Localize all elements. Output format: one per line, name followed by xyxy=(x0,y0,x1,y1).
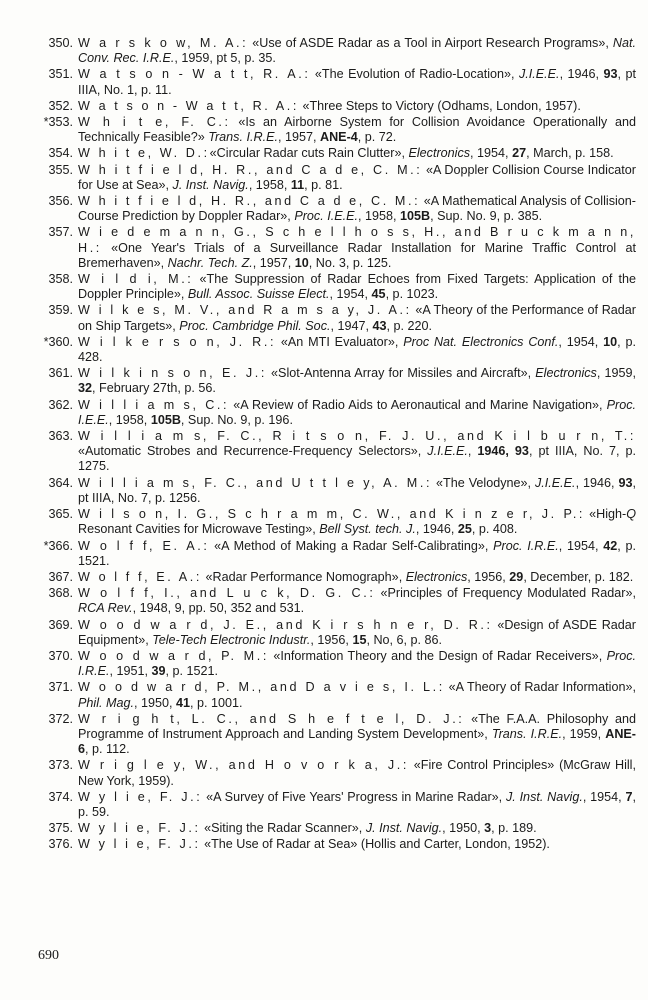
reference-text xyxy=(78,303,636,333)
reference-segment: «Design of ASDE Radar Equipment», xyxy=(78,617,636,647)
reference-segment: «A Mathematical Analysis of Collision-Course Prediction by Doppler Radar», xyxy=(78,194,636,224)
reference-entry xyxy=(22,476,636,506)
reference-authors: W o o d w a r d, P. M., and D a v i e s, I. L.: xyxy=(78,680,445,695)
reference-text xyxy=(78,194,636,224)
reference-number: 354. xyxy=(48,146,73,161)
reference-authors: W i e d e m a n n, G., S c h e l l h o s s, H., and B r u c k m a n n, H.: xyxy=(78,225,636,255)
reference-segment: , p. 189. xyxy=(491,821,537,836)
reference-segment: , p. 72. xyxy=(357,130,397,145)
reference-number: 368. xyxy=(48,586,73,601)
reference-segment: , 1947, xyxy=(330,318,373,333)
reference-segment: , 1958, xyxy=(248,177,291,192)
reference-segment: , 1959, xyxy=(562,726,606,741)
reference-segment: , 1946, xyxy=(575,475,619,490)
reference-number: 365. xyxy=(48,507,73,522)
reference-source: Proc. I.E.E. xyxy=(294,209,359,224)
reference-volume: 10 xyxy=(603,334,618,349)
reference-authors: W i l d i, M.: xyxy=(78,272,194,287)
reference-number: 358. xyxy=(48,272,73,287)
reference-text xyxy=(78,398,636,428)
reference-segment: «High- xyxy=(585,507,627,522)
reference-authors: W i l k e r s o n, J. R.: xyxy=(78,334,277,349)
reference-segment: , 1954, xyxy=(558,334,604,349)
reference-text xyxy=(78,67,636,97)
reference-source: Electronics xyxy=(408,146,471,161)
reference-number: 362. xyxy=(48,397,73,412)
reference-text xyxy=(78,790,636,820)
reference-volume: 1946, 93 xyxy=(477,444,529,459)
reference-segment: «Circular Radar cuts Rain Clutter», xyxy=(209,146,409,161)
reference-number: *360. xyxy=(43,334,73,349)
reference-number: 357. xyxy=(48,225,73,240)
reference-entry xyxy=(22,649,636,679)
reference-authors: W r i g h t, L. C., and S h e f t e l, D. J.: xyxy=(78,711,465,726)
reference-authors: W i l k e s, M. V., and R a m s a y, J. A.: xyxy=(78,303,412,318)
reference-segment: , 1957, xyxy=(252,255,295,270)
reference-authors: W y l i e, F. J.: xyxy=(78,789,203,804)
reference-volume: 41 xyxy=(176,695,191,710)
reference-segment: «The F.A.A. Philosophy and Programme of Instrument Approach and Landing System Development», xyxy=(78,711,636,741)
reference-text xyxy=(78,507,636,537)
reference-authors: W h i t f i e l d, H. R., and C a d e, C. M.: xyxy=(78,162,423,177)
reference-text xyxy=(78,649,636,679)
reference-authors: W h i t e, F. C.: xyxy=(78,115,231,130)
reference-segment: , pt IIIA, No. 7, p. 1256. xyxy=(78,475,636,505)
reference-entry xyxy=(22,303,636,333)
reference-number: 355. xyxy=(48,162,73,177)
reference-volume: 7 xyxy=(625,789,633,804)
reference-number: 364. xyxy=(48,475,73,490)
reference-entry xyxy=(22,790,636,820)
reference-segment: «Principles of Frequency Modulated Radar», xyxy=(375,586,636,601)
reference-segment: , 1959, pt 5, p. 35. xyxy=(174,51,276,66)
reference-source: Bell Syst. tech. J. xyxy=(319,522,416,537)
reference-source: Electronics xyxy=(405,569,468,584)
reference-text xyxy=(78,99,636,114)
reference-segment: «The Suppression of Radar Echoes from Fixed Targets: Application of the Doppler Principle», xyxy=(78,272,636,302)
reference-entry xyxy=(22,539,636,569)
reference-segment: , p. 59. xyxy=(78,789,636,819)
reference-text xyxy=(78,539,636,569)
reference-source: Proc Nat. Electronics Conf. xyxy=(403,334,559,349)
reference-entry xyxy=(22,618,636,648)
reference-segment: , p. 428. xyxy=(78,334,636,365)
reference-segment: , p. 112. xyxy=(85,742,130,757)
reference-text xyxy=(78,146,636,161)
reference-number: 359. xyxy=(48,303,73,318)
reference-source: J. Inst. Navig. xyxy=(505,789,583,804)
reference-volume: 43 xyxy=(372,318,387,333)
reference-segment: , p. 408. xyxy=(471,522,518,537)
reference-number: 371. xyxy=(48,680,73,695)
reference-entry xyxy=(22,758,636,788)
reference-entry xyxy=(22,398,636,428)
reference-segment: , 1954, xyxy=(582,789,626,804)
reference-authors: W y l i e, F. J.: xyxy=(78,837,201,852)
reference-segment: , p. 1023. xyxy=(385,287,439,302)
reference-source: Proc. I.R.E. xyxy=(78,648,637,679)
reference-segment: , p. 220. xyxy=(386,318,433,333)
reference-segment: «An MTI Evaluator», xyxy=(276,334,404,349)
reference-source: Nat. Conv. Rec. I.R.E. xyxy=(78,36,636,66)
page-number: 690 xyxy=(38,948,59,963)
reference-source: Q xyxy=(626,507,636,522)
reference-number: 372. xyxy=(48,711,73,726)
reference-source: Trans. I.R.E. xyxy=(208,130,278,145)
reference-list xyxy=(22,36,636,854)
reference-number: 369. xyxy=(48,617,73,632)
reference-source: Trans. I.R.E. xyxy=(491,726,563,741)
reference-text xyxy=(78,335,636,365)
reference-entry xyxy=(22,99,636,114)
reference-segment: «Three Steps to Victory (Odhams, London, 1957). xyxy=(298,98,581,113)
reference-segment: , No, 6, p. 86. xyxy=(366,632,443,647)
reference-text xyxy=(78,758,636,788)
reference-segment: «Radar Performance Nomograph», xyxy=(201,569,406,584)
reference-source: J.I.E.E. xyxy=(534,475,576,490)
reference-source: Nachr. Tech. Z. xyxy=(167,255,253,270)
reference-segment: , February 27th, p. 56. xyxy=(92,381,216,396)
reference-segment: «Slot-Antenna Array for Missiles and Aircraft», xyxy=(266,366,536,381)
reference-number: 375. xyxy=(48,821,73,836)
reference-segment: , 1948, 9, pp. 50, 352 and 531. xyxy=(132,601,305,616)
reference-authors: W i l l i a m s, F. C., and U t t l e y, A. M.: xyxy=(78,475,433,490)
reference-number: 361. xyxy=(48,366,73,381)
reference-segment: , 1950, xyxy=(442,821,485,836)
reference-entry xyxy=(22,586,636,616)
reference-segment: , 1956, xyxy=(310,632,353,647)
reference-source: Tele-Tech Electronic Industr. xyxy=(152,632,311,647)
reference-entry xyxy=(22,507,636,537)
reference-volume: 105B xyxy=(150,412,181,427)
reference-text xyxy=(78,837,636,852)
reference-volume: 10 xyxy=(294,255,309,270)
reference-authors: W o l f f, E. A.: xyxy=(78,538,210,553)
reference-authors: W a t s o n - W a t t, R. A.: xyxy=(78,98,299,113)
reference-entry xyxy=(22,712,636,758)
reference-segment: «A Review of Radio Aids to Aeronautical and Marine Navigation», xyxy=(229,397,607,412)
reference-text xyxy=(78,163,636,193)
reference-volume: 45 xyxy=(371,287,386,302)
reference-number: 376. xyxy=(48,837,73,852)
reference-volume: 93 xyxy=(618,475,633,490)
reference-segment: «The Velodyne», xyxy=(432,475,535,490)
reference-segment: «Use of ASDE Radar as a Tool in Airport Research Programs», xyxy=(248,36,613,50)
reference-source: Proc. Cambridge Phil. Soc. xyxy=(179,318,331,333)
reference-authors: W i l k i n s o n, E. J.: xyxy=(78,366,267,381)
reference-number: 374. xyxy=(48,789,73,804)
reference-volume: 93 xyxy=(603,67,618,82)
reference-segment: «Information Theory and the Design of Radar Receivers», xyxy=(268,648,607,663)
reference-segment: , 1946, xyxy=(559,67,604,82)
reference-number: 367. xyxy=(48,569,73,584)
reference-volume: 25 xyxy=(457,522,472,537)
reference-segment: , 1959, xyxy=(596,366,636,381)
reference-text xyxy=(78,476,636,506)
reference-segment: , 1954, xyxy=(558,538,604,553)
reference-entry xyxy=(22,115,636,145)
reference-segment: , Sup. No. 9, p. 385. xyxy=(430,209,543,224)
reference-entry xyxy=(22,680,636,710)
reference-segment: , p. 81. xyxy=(304,177,343,192)
reference-text xyxy=(78,570,636,585)
reference-authors: W i l l i a m s, F. C., R i t s o n, F. J. U., and K i l b u r n, T.: xyxy=(78,429,636,444)
reference-segment: , 1950, xyxy=(134,695,177,710)
reference-number: *366. xyxy=(43,538,73,553)
reference-entry xyxy=(22,36,636,66)
reference-text xyxy=(78,821,636,836)
reference-segment: , p. 1521. xyxy=(165,664,219,679)
reference-volume: 27 xyxy=(512,146,527,161)
reference-segment: «Is an Airborne System for Collision Avoidance Operationally and Technically Feasible?» xyxy=(78,115,636,145)
reference-text xyxy=(78,618,636,648)
reference-authors: W i l l i a m s, C.: xyxy=(78,397,230,412)
reference-segment: , Sup. No. 9, p. 196. xyxy=(180,412,293,427)
reference-segment: «The Use of Radar at Sea» (Hollis and Carter, London, 1952). xyxy=(200,837,550,852)
reference-segment: , 1954, xyxy=(329,287,372,302)
reference-entry xyxy=(22,335,636,365)
reference-segment: , 1956, xyxy=(467,569,510,584)
reference-segment: , 1958, xyxy=(108,412,151,427)
reference-entry xyxy=(22,429,636,475)
reference-text xyxy=(78,36,636,66)
reference-authors: W r i g l e y, W., and H o v o r k a, J.: xyxy=(78,758,409,773)
reference-segment: , 1951, xyxy=(109,664,152,679)
reference-source: J.I.E.E. xyxy=(427,444,468,459)
reference-text xyxy=(78,225,636,271)
reference-number: 373. xyxy=(48,758,73,773)
reference-authors: W o o d w a r d, P. M.: xyxy=(78,648,269,663)
reference-authors: W a t s o n - W a t t, R. A.: xyxy=(78,67,311,82)
reference-segment: , p. 1521. xyxy=(78,538,636,568)
reference-entry xyxy=(22,225,636,271)
reference-segment: «Siting the Radar Scanner», xyxy=(200,821,366,836)
reference-segment: , 1957, xyxy=(277,130,320,145)
reference-segment: «A Survey of Five Years' Progress in Marine Radar», xyxy=(202,789,506,804)
reference-authors: W a r s k o w, M. A.: xyxy=(78,36,249,50)
reference-source: Electronics xyxy=(535,366,597,381)
reference-volume: ANE-4 xyxy=(319,130,358,145)
reference-source: Bull. Assoc. Suisse Elect. xyxy=(187,287,330,302)
reference-volume: ANE-6 xyxy=(78,726,637,757)
reference-source: RCA Rev. xyxy=(78,601,133,616)
reference-volume: 15 xyxy=(352,632,367,647)
reference-volume: 29 xyxy=(509,569,524,584)
reference-segment: «A Theory of Radar Information», xyxy=(444,680,636,695)
reference-segment: «Fire Control Principles» (McGraw Hill, New York, 1959). xyxy=(78,758,636,788)
reference-segment: , p. 1001. xyxy=(190,695,243,710)
reference-authors: W h i t e, W. D.: xyxy=(78,146,210,161)
reference-number: 350. xyxy=(48,36,73,50)
reference-volume: 42 xyxy=(603,538,618,553)
reference-volume: 105B xyxy=(400,209,431,224)
reference-segment: «One Year's Trials of a Surveillance Radar Installation for Marine Traffic Control at Bremerhaven», xyxy=(78,240,636,270)
reference-number: 356. xyxy=(48,194,73,209)
reference-text xyxy=(78,272,636,302)
reference-entry xyxy=(22,570,636,585)
reference-authors: W o l f f, E. A.: xyxy=(78,569,202,584)
reference-authors: W o o d w a r d, J. E., and K i r s h n e r, D. R.: xyxy=(78,617,493,632)
reference-text xyxy=(78,366,636,396)
reference-source: J. Inst. Navig. xyxy=(365,821,443,836)
reference-segment: «A Method of Making a Radar Self-Calibrating», xyxy=(209,538,494,553)
reference-source: Proc. I.E.E. xyxy=(78,397,636,427)
reference-entry xyxy=(22,67,636,97)
reference-number: *353. xyxy=(43,115,73,130)
reference-segment: , March, p. 158. xyxy=(526,146,614,161)
reference-volume: 39 xyxy=(151,664,166,679)
reference-volume: 32 xyxy=(78,381,93,396)
reference-text xyxy=(78,712,636,758)
reference-segment: , No. 3, p. 125. xyxy=(308,255,392,270)
reference-entry xyxy=(22,194,636,224)
reference-authors: W h i t f i e l d, H. R., and C a d e, C. M.: xyxy=(78,194,421,209)
reference-entry xyxy=(22,163,636,193)
reference-entry xyxy=(22,146,636,161)
reference-authors: W o l f f, I., and L u c k, D. G. C.: xyxy=(78,586,376,601)
reference-number: 363. xyxy=(48,429,73,444)
reference-volume: 11 xyxy=(290,177,305,192)
reference-number: 352. xyxy=(48,98,73,113)
reference-text xyxy=(78,429,636,475)
reference-segment: , pt IIIA, No. 7, p. 1275. xyxy=(78,444,637,474)
reference-source: J.I.E.E. xyxy=(518,67,560,82)
reference-source: Proc. I.R.E. xyxy=(493,538,559,553)
reference-number: 351. xyxy=(48,67,73,82)
reference-entry xyxy=(22,366,636,396)
reference-segment: , December, p. 182. xyxy=(523,569,634,584)
reference-volume: 3 xyxy=(484,821,492,836)
reference-segment: , 1946, xyxy=(415,522,458,537)
reference-authors: W y l i e, F. J.: xyxy=(78,821,201,836)
reference-segment: , xyxy=(467,444,478,459)
reference-segment: , 1958, xyxy=(358,209,401,224)
reference-authors: W i l s o n, I. G., S c h r a m m, C. W., and K i n z e r, J. P.: xyxy=(78,507,586,522)
reference-segment: , 1954, xyxy=(470,146,513,161)
reference-text xyxy=(78,680,636,710)
reference-source: J. Inst. Navig. xyxy=(172,177,249,192)
reference-source: Phil. Mag. xyxy=(78,695,134,710)
reference-segment: Resonant Cavities for Microwave Testing», xyxy=(78,522,320,537)
reference-segment: «A Doppler Collision Course Indicator for Use at Sea», xyxy=(78,162,636,192)
reference-segment: , pt IIIA, No. 1, p. 11. xyxy=(78,67,636,97)
reference-segment: «The Evolution of Radio-Location», xyxy=(310,67,519,82)
reference-entry xyxy=(22,837,636,852)
reference-segment: «A Theory of the Performance of Radar on Ship Targets», xyxy=(78,303,637,333)
reference-entry xyxy=(22,272,636,302)
reference-entry xyxy=(22,821,636,836)
reference-segment: «Automatic Strobes and Recurrence-Frequency Selectors», xyxy=(78,444,428,459)
reference-text xyxy=(78,115,636,145)
reference-text xyxy=(78,586,636,616)
reference-number: 370. xyxy=(48,648,73,663)
